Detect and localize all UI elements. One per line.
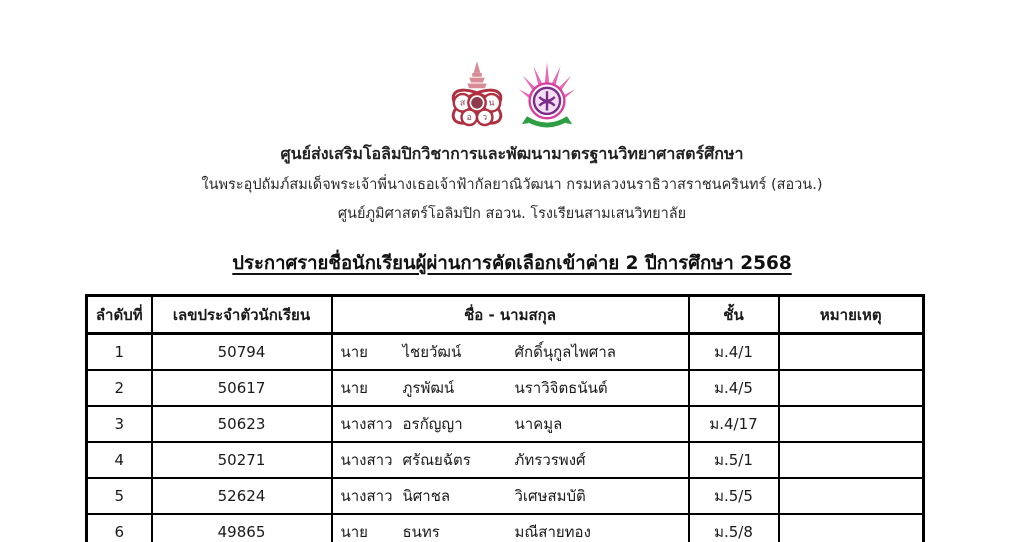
name-title: นาย xyxy=(340,378,368,397)
name-cell xyxy=(332,514,689,542)
name-cell xyxy=(332,370,689,406)
last-name: ศักดิ์นุกูลไพศาล xyxy=(514,342,616,361)
col-header-name: ชื่อ - นามสกุล xyxy=(332,296,689,334)
class-cell: ม.5/5 xyxy=(689,478,779,514)
name-cell xyxy=(332,442,689,478)
class-cell: ม.5/8 xyxy=(689,514,779,542)
order-cell: 1 xyxy=(87,334,152,370)
student-id-cell: 52624 xyxy=(152,478,332,514)
class-cell: ม.4/17 xyxy=(689,406,779,442)
roster-table-container xyxy=(85,294,922,542)
student-id-cell: 50271 xyxy=(152,442,332,478)
document-header xyxy=(0,0,1024,225)
logo-row xyxy=(0,62,1024,138)
class-cell: ม.4/5 xyxy=(689,370,779,406)
name-title: นางสาว xyxy=(340,450,393,469)
first-name: ศรัณยฉัตร xyxy=(402,450,471,469)
remark-cell xyxy=(779,370,924,406)
student-id-cell: 50617 xyxy=(152,370,332,406)
last-name: นาคมูล xyxy=(514,414,563,433)
order-cell: 3 xyxy=(87,406,152,442)
first-name: อรกัญญา xyxy=(402,414,463,433)
remark-cell xyxy=(779,514,924,542)
first-name: ภูรพัฒน์ xyxy=(402,378,455,397)
last-name: มณีสายทอง xyxy=(514,522,591,541)
posn-foundation-logo-icon xyxy=(448,60,506,138)
announcement-title: ประกาศรายชื่อนักเรียนผู้ผ่านการคัดเลือกเข้าค่าย 2 ปีการศึกษา 2568 xyxy=(232,253,792,274)
svg-text:ว: ว xyxy=(482,113,488,124)
table-row xyxy=(87,478,924,514)
org-name-line3: ศูนย์ภูมิศาสตร์โอลิมปิก สอวน. โรงเรียนสามเสนวิทยาลัย xyxy=(337,206,687,222)
svg-text:ส: ส xyxy=(459,98,466,109)
col-header-student-id: เลขประจำตัวนักเรียน xyxy=(152,296,332,334)
col-header-remark: หมายเหตุ xyxy=(779,296,924,334)
order-cell: 4 xyxy=(87,442,152,478)
last-name: นราวิจิตธนันต์ xyxy=(514,378,608,397)
table-row xyxy=(87,514,924,542)
table-row xyxy=(87,406,924,442)
class-cell: ม.5/1 xyxy=(689,442,779,478)
order-cell: 6 xyxy=(87,514,152,542)
svg-text:อ: อ xyxy=(466,113,472,124)
name-title: นางสาว xyxy=(340,414,393,433)
name-cell xyxy=(332,478,689,514)
order-cell: 2 xyxy=(87,370,152,406)
student-id-cell: 50623 xyxy=(152,406,332,442)
remark-cell xyxy=(779,442,924,478)
svg-text:น: น xyxy=(488,98,495,109)
student-id-cell: 49865 xyxy=(152,514,332,542)
col-header-class: ชั้น xyxy=(689,296,779,334)
remark-cell xyxy=(779,478,924,514)
class-cell: ม.4/1 xyxy=(689,334,779,370)
student-id-cell: 50794 xyxy=(152,334,332,370)
name-cell xyxy=(332,406,689,442)
samsen-school-emblem-icon xyxy=(518,60,576,138)
roster-table xyxy=(85,294,925,542)
last-name: วิเศษสมบัติ xyxy=(514,486,586,505)
remark-cell xyxy=(779,334,924,370)
col-header-order: ลำดับที่ xyxy=(87,296,152,334)
table-row xyxy=(87,370,924,406)
remark-cell xyxy=(779,406,924,442)
table-row xyxy=(87,334,924,370)
org-name-line2: ในพระอุปถัมภ์สมเด็จพระเจ้าพี่นางเธอเจ้าฟ้ากัลยาณิวัฒนา กรมหลวงนราธิวาสราชนครินทร์ (สอวน.) xyxy=(201,177,823,193)
last-name: ภัทรวรพงศ์ xyxy=(514,450,586,469)
table-row xyxy=(87,442,924,478)
org-name-line1: ศูนย์ส่งเสริมโอลิมปิกวิชาการและพัฒนามาตรฐานวิทยาศาสตร์ศึกษา xyxy=(280,144,744,163)
first-name: นิศาชล xyxy=(402,486,451,505)
order-cell: 5 xyxy=(87,478,152,514)
name-cell xyxy=(332,334,689,370)
header-row xyxy=(87,296,924,334)
name-title: นาย xyxy=(340,522,368,541)
name-title: นางสาว xyxy=(340,486,393,505)
name-title: นาย xyxy=(340,342,368,361)
first-name: ธนทร xyxy=(402,522,440,541)
first-name: ไชยวัฒน์ xyxy=(402,342,462,361)
